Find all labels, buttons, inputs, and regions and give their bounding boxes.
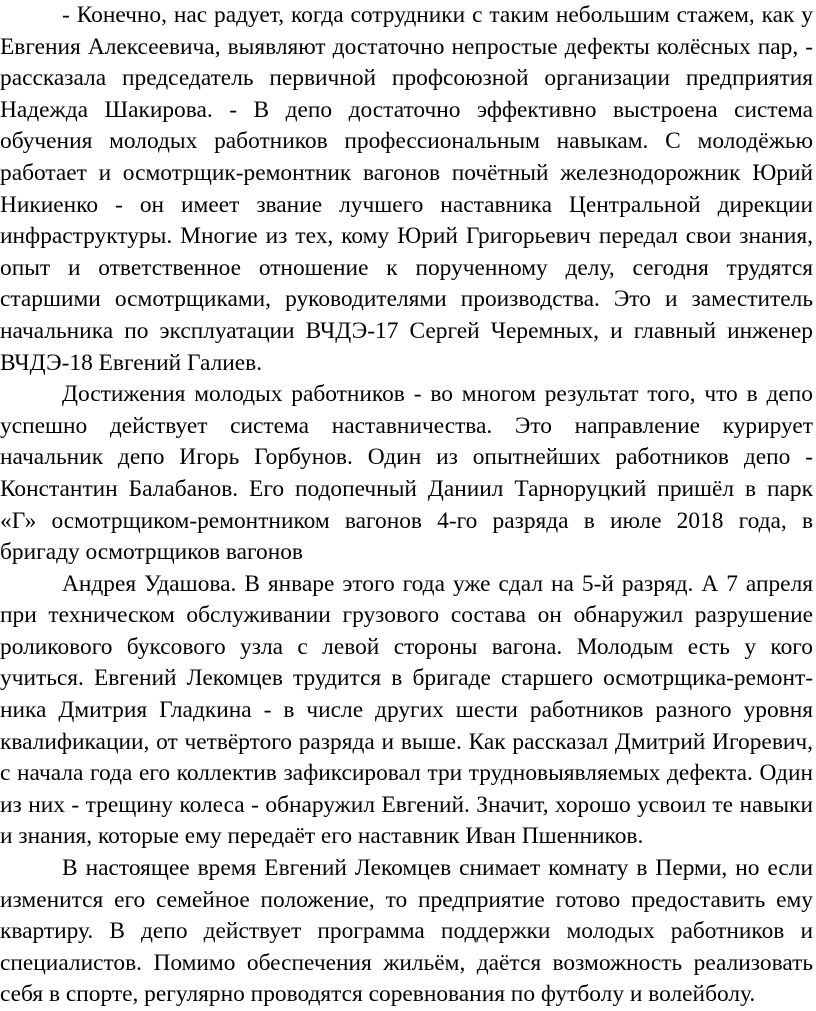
paragraph-3: Андрея Удашова. В январе этого года уже сдал на 5-й разряд. А 7 апреля при техническом обслуживании грузового состава он обнаружил разрушение роликового буксового узла с левой стороны вагона. Молодым есть у кого учиться. Евгений Лекомцев трудится в бригаде старшего осмотрщика-ремонтника Дмитрия Гладкина - в числе других шести работников разного уровня квалификации, от четвёртого разряда и выше. Как рассказал Дмитрий Игоревич, с начала года его коллектив зафиксировал три трудновыявляемых дефекта. Один из них - трещину колеса - обнаружил Евгений. Значит, хорошо усвоил те навыки и знания, которые ему передаёт его наставник Иван Пшенников. <box>0 570 813 850</box>
paragraph-2: Достижения молодых работников - во многом результат того, что в депо успешно действует система наставничества. Это направление курирует начальник депо Игорь Горбунов. Один из опытнейших работников депо - Константин Балабанов. Его подопечный Даниил Тарноруцкий пришёл в парк «Г» осмотрщиком-ремонтником вагонов 4-го разряда в июле 2018 года, в бригаду осмотрщиков вагонов <box>0 381 813 566</box>
paragraph-4: В настоящее время Евгений Лекомцев снимает комнату в Перми, но если изменится его семейное положение, то предприятие готово предоставить ему квартиру. В депо действует программа поддержки молодых работников и специалистов. Помимо обеспечения жильём, даётся возможность реализовать себя в спорте, регулярно проводятся соревнования по футболу и волейболу. <box>0 855 813 1008</box>
paragraph-1: - Конечно, нас радует, когда сотрудники с таким небольшим стажем, как у Евгения Алексеевича, выявляют достаточно непростые дефекты колёсных пар, - рассказала председатель первичной профсоюзной организации предприятия Надежда Шакирова. - В депо достаточно эффективно выстроена система обучения молодых работников профессиональным навыкам. С молодёжью работает и осмотрщик-ремонтник вагонов почётный железнодорожник Юрий Никиенко - он имеет звание лучшего наставника Центральной дирекции инфраструктуры. Многие из тех, кому Юрий Григорьевич передал свои знания, опыт и ответственное отношение к порученному делу, сегодня трудятся старшими осмотрщиками, руководителями производства. Это и заместитель начальника по эксплуатации ВЧДЭ-17 Сергей Черемных, и главный инженер ВЧДЭ-18 Евгений Галиев. <box>0 2 813 376</box>
